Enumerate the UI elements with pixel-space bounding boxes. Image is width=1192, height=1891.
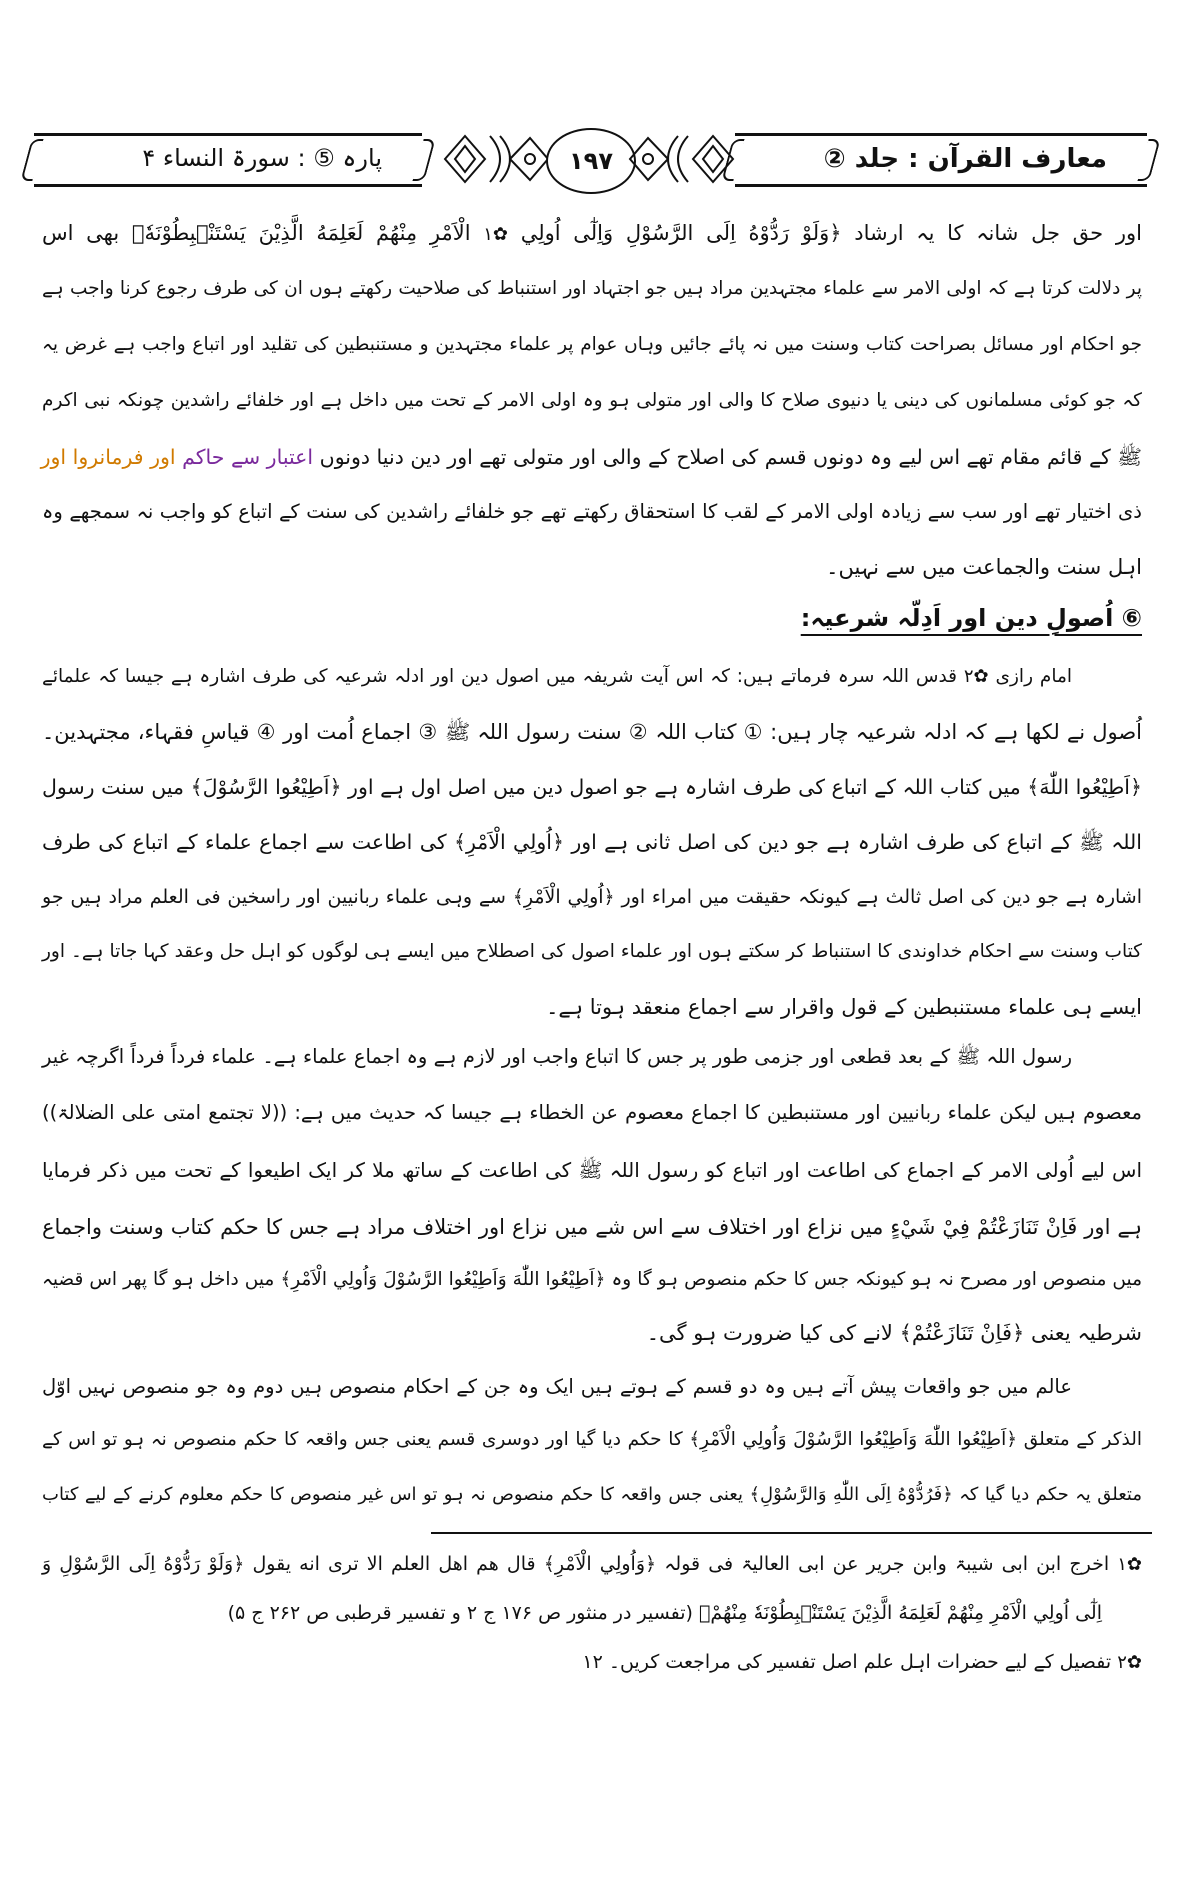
footnote-marker-1: ✿۱ — [1117, 1554, 1142, 1575]
text: تفصیل کے لیے حضرات اہل علم اصل تفسیر کی مراجعت کریں۔ ۱۲ — [582, 1651, 1112, 1673]
text: اخرج ابن ابی شیبۃ وابن جریر عن ابی العالیۃ فی قولہ ﴿وَاُولِي الْاَمْرِ﴾ قال هم اهل العلم الا ترى انه يقول ﴿وَلَوْ رَدُّوْهُ اِلَى الرَّسُوْلِ وَ — [42, 1553, 1110, 1575]
section-heading: ⑥ اُصولِ دین اور اَدِلّہ شرعیہ: — [800, 604, 1142, 632]
highlighted-text: اور فرمانروا اور — [40, 445, 176, 469]
header-title-box — [735, 133, 1147, 187]
body-line: پر دلالت کرتا ہے کہ اولی الامر سے علماء مجتہدین مراد ہیں جو اجتہاد اور استنباط کی صلاحیت رکھتے ہوں ان کی طرف رجوع کرنا واجب ہے — [42, 278, 1142, 299]
body-line: اللہ ﷺ کے اتباع کی طرف اشارہ ہے جو دین کی اصل ثانی ہے اور ﴿اُولِي الْاَمْرِ﴾ کی اطاعت سے اجماع علماء کے اتباع کی طرف — [42, 830, 1142, 854]
footnote-2 — [42, 1646, 1142, 1679]
body-line: اشارہ ہے جو دین کی اصل ثالث ہے کیونکہ حقیقت میں امراء اور ﴿اُولِي الْاَمْرِ﴾ سے وہی علماء ربانیین اور راسخین فی العلم مراد ہیں جو — [42, 886, 1142, 908]
page-number: ۱۹۷ — [546, 128, 636, 194]
body-line — [42, 659, 1142, 695]
body-line: اُصول نے لکھا ہے کہ ادلہ شرعیہ چار ہیں: ① کتاب اللہ ② سنت رسول اللہ ﷺ ③ اجماع اُمت اور ④ قیاسِ فقہاء، مجتہدین۔ — [42, 720, 1142, 744]
body-line: اہل سنت والجماعت میں سے نہیں۔ — [826, 555, 1142, 579]
header-ornament-left-icon — [440, 128, 550, 190]
body-line — [42, 439, 1142, 475]
body-line: میں منصوص اور مصرح نہ ہو کیونکہ جس کا حکم منصوص ہو گا وہ ﴿اَطِيْعُوا اللّٰهَ وَاَطِيْعُوا الرَّسُوْلَ وَاُولِي الْاَمْرِ﴾ میں داخل ہو گا پھر اس قضیہ — [42, 1269, 1142, 1290]
body-line: اس لیے اُولی الامر کے اجماع کی اطاعت اور اتباع کو رسول اللہ ﷺ کی اطاعت کے ساتھ ملا کر ایک اطیعوا کے تحت میں ذکر فرمایا — [42, 1158, 1142, 1182]
body-line: ذی اختیار تھے اور سب سے زیادہ اولی الامر کے لقب کا استحقاق رکھتے تھے جو خلفائے راشدین کی سنت کے اتباع کو واجب نہ سمجھے وہ — [42, 500, 1142, 523]
body-line: کہ جو کوئی مسلمانوں کی دینی یا دنیوی صلاح کا والی اور متولی ہو وہ اولی الامر کے تحت میں داخل ہے اور خلفائے راشدین چونکہ نبی اکرم — [42, 390, 1142, 411]
body-line: عالم میں جو واقعات پیش آتے ہیں وہ دو قسم کے ہوتے ہیں ایک وہ جن کے احکام منصوص ہیں دوم وہ جو منصوص نہیں اوّل — [42, 1375, 1072, 1398]
footnote-marker-1: ✿۱ — [483, 224, 508, 245]
para-surah-label: پارہ ⑤ : سورۃ النساء ۴ — [142, 144, 382, 172]
body-line: کتاب وسنت سے احکام خداوندی کا استنباط کر سکتے ہوں اور علماء اصول کی اصطلاح میں ایسے ہی لوگوں کو اہل حل وعقد کہا جاتا ہے۔ اور — [42, 941, 1142, 962]
body-line: شرطیہ یعنی ﴿فَاِنْ تَنَازَعْتُمْ﴾ لانے کی کیا ضرورت ہو گی۔ — [646, 1321, 1142, 1345]
body-line: جو احکام اور مسائل بصراحت کتاب وسنت میں نہ پائے جائیں وہاں عوام پر علماء مجتہدین و مستنبطین کی تقلید اور اتباع واجب ہے غرض یہ — [42, 334, 1142, 355]
highlighted-text: اعتبار سے حاکم — [182, 445, 314, 469]
volume-title: معارف القرآن : جلد ② — [823, 144, 1107, 174]
body-line: رسول اللہ ﷺ کے بعد قطعی اور جزمی طور پر جس کا اتباع واجب اور لازم ہے وہ اجماع علماء ہے۔ علماء فرداً فرداً اگرچہ غیر — [42, 1045, 1072, 1068]
body-line: الذکر کے متعلق ﴿اَطِيْعُوا اللّٰهَ وَاَطِيْعُوا الرَّسُوْلَ وَاُولِي الْاَمْرِ﴾ کا حکم دیا گیا اور دوسری قسم یعنی جس واقعہ کا حکم منصوص نہ ہو تو اس کے — [42, 1429, 1142, 1450]
footnote-divider — [431, 1532, 1152, 1534]
text: اور حق جل شانہ کا یہ ارشاد ﴿وَلَوْ رَدُّوْهُ اِلَى الرَّسُوْلِ وَاِلٰٓى اُولِي — [520, 221, 1142, 245]
body-line: ﴿اَطِيْعُوا اللّٰهَ﴾ میں کتاب اللہ کے اتباع کی طرف اشارہ ہے جو اصول دین میں اصل اول ہے اور ﴿اَطِيْعُوا الرَّسُوْلَ﴾ میں سنت رسول — [42, 775, 1142, 799]
text: الْاَمْرِ مِنْهُمْ لَعَلِمَهُ الَّذِيْنَ يَسْتَنْۢبِطُوْنَهٗ﴾ بھی اس — [42, 221, 471, 245]
header-surah-box — [34, 133, 422, 187]
footnote-marker-2: ✿۲ — [1117, 1652, 1142, 1673]
body-line — [42, 215, 1142, 251]
body-line: متعلق یہ حکم دیا گیا کہ ﴿فَرُدُّوْهُ اِلَى اللّٰهِ وَالرَّسُوْلِ﴾ یعنی جس واقعہ کا حکم منصوص نہ ہو تو اس غیر منصوص کا حکم معلوم کرنے کے لیے کتاب — [42, 1484, 1142, 1505]
text: امام رازی — [995, 666, 1073, 687]
footnote-1-continued: اِلٰٓى اُولِي الْاَمْرِ مِنْهُمْ لَعَلِمَهُ الَّذِيْنَ يَسْتَنْۢبِطُوْنَهٗ مِنْهُمْ﴾ (تفسیر در منثور ص ۱۷۶ ج ۲ و تفسیر قرطبی ص ۲۶۲ ج ۵) — [227, 1602, 1102, 1624]
text: ﷺ کے قائم مقام تھے اس لیے وہ دونوں قسم کی اصلاح کے والی اور متولی تھے اور دین دنیا دونوں — [319, 445, 1142, 469]
footnote-1 — [42, 1548, 1142, 1581]
body-line: ایسے ہی علماء مستنبطین کے قول واقرار سے اجماع منعقد ہوتا ہے۔ — [546, 995, 1142, 1019]
body-line: معصوم ہیں لیکن علماء ربانیین اور مستنبطین کا اجماع معصوم عن الخطاء ہے جیسا کہ حدیث میں ہے: ((لا تجتمع امتی علی الضلالۃ)) — [42, 1101, 1142, 1124]
footnote-marker-2: ✿۲ — [963, 666, 989, 687]
header-ornament-right-icon — [628, 128, 738, 190]
body-line: ہے اور فَاِنْ تَنَازَعْتُمْ فِيْ شَيْءٍ میں نزاع اور اختلاف سے اس شے میں نزاع اور اختلاف مراد ہے جس کا حکم کتاب وسنت واجماع — [42, 1215, 1142, 1239]
text: قدس اللہ سرہ فرماتے ہیں: کہ اس آیت شریفہ میں اصول دین اور ادلہ شرعیہ کی طرف اشارہ ہے جیسا کہ علمائے — [42, 666, 957, 687]
